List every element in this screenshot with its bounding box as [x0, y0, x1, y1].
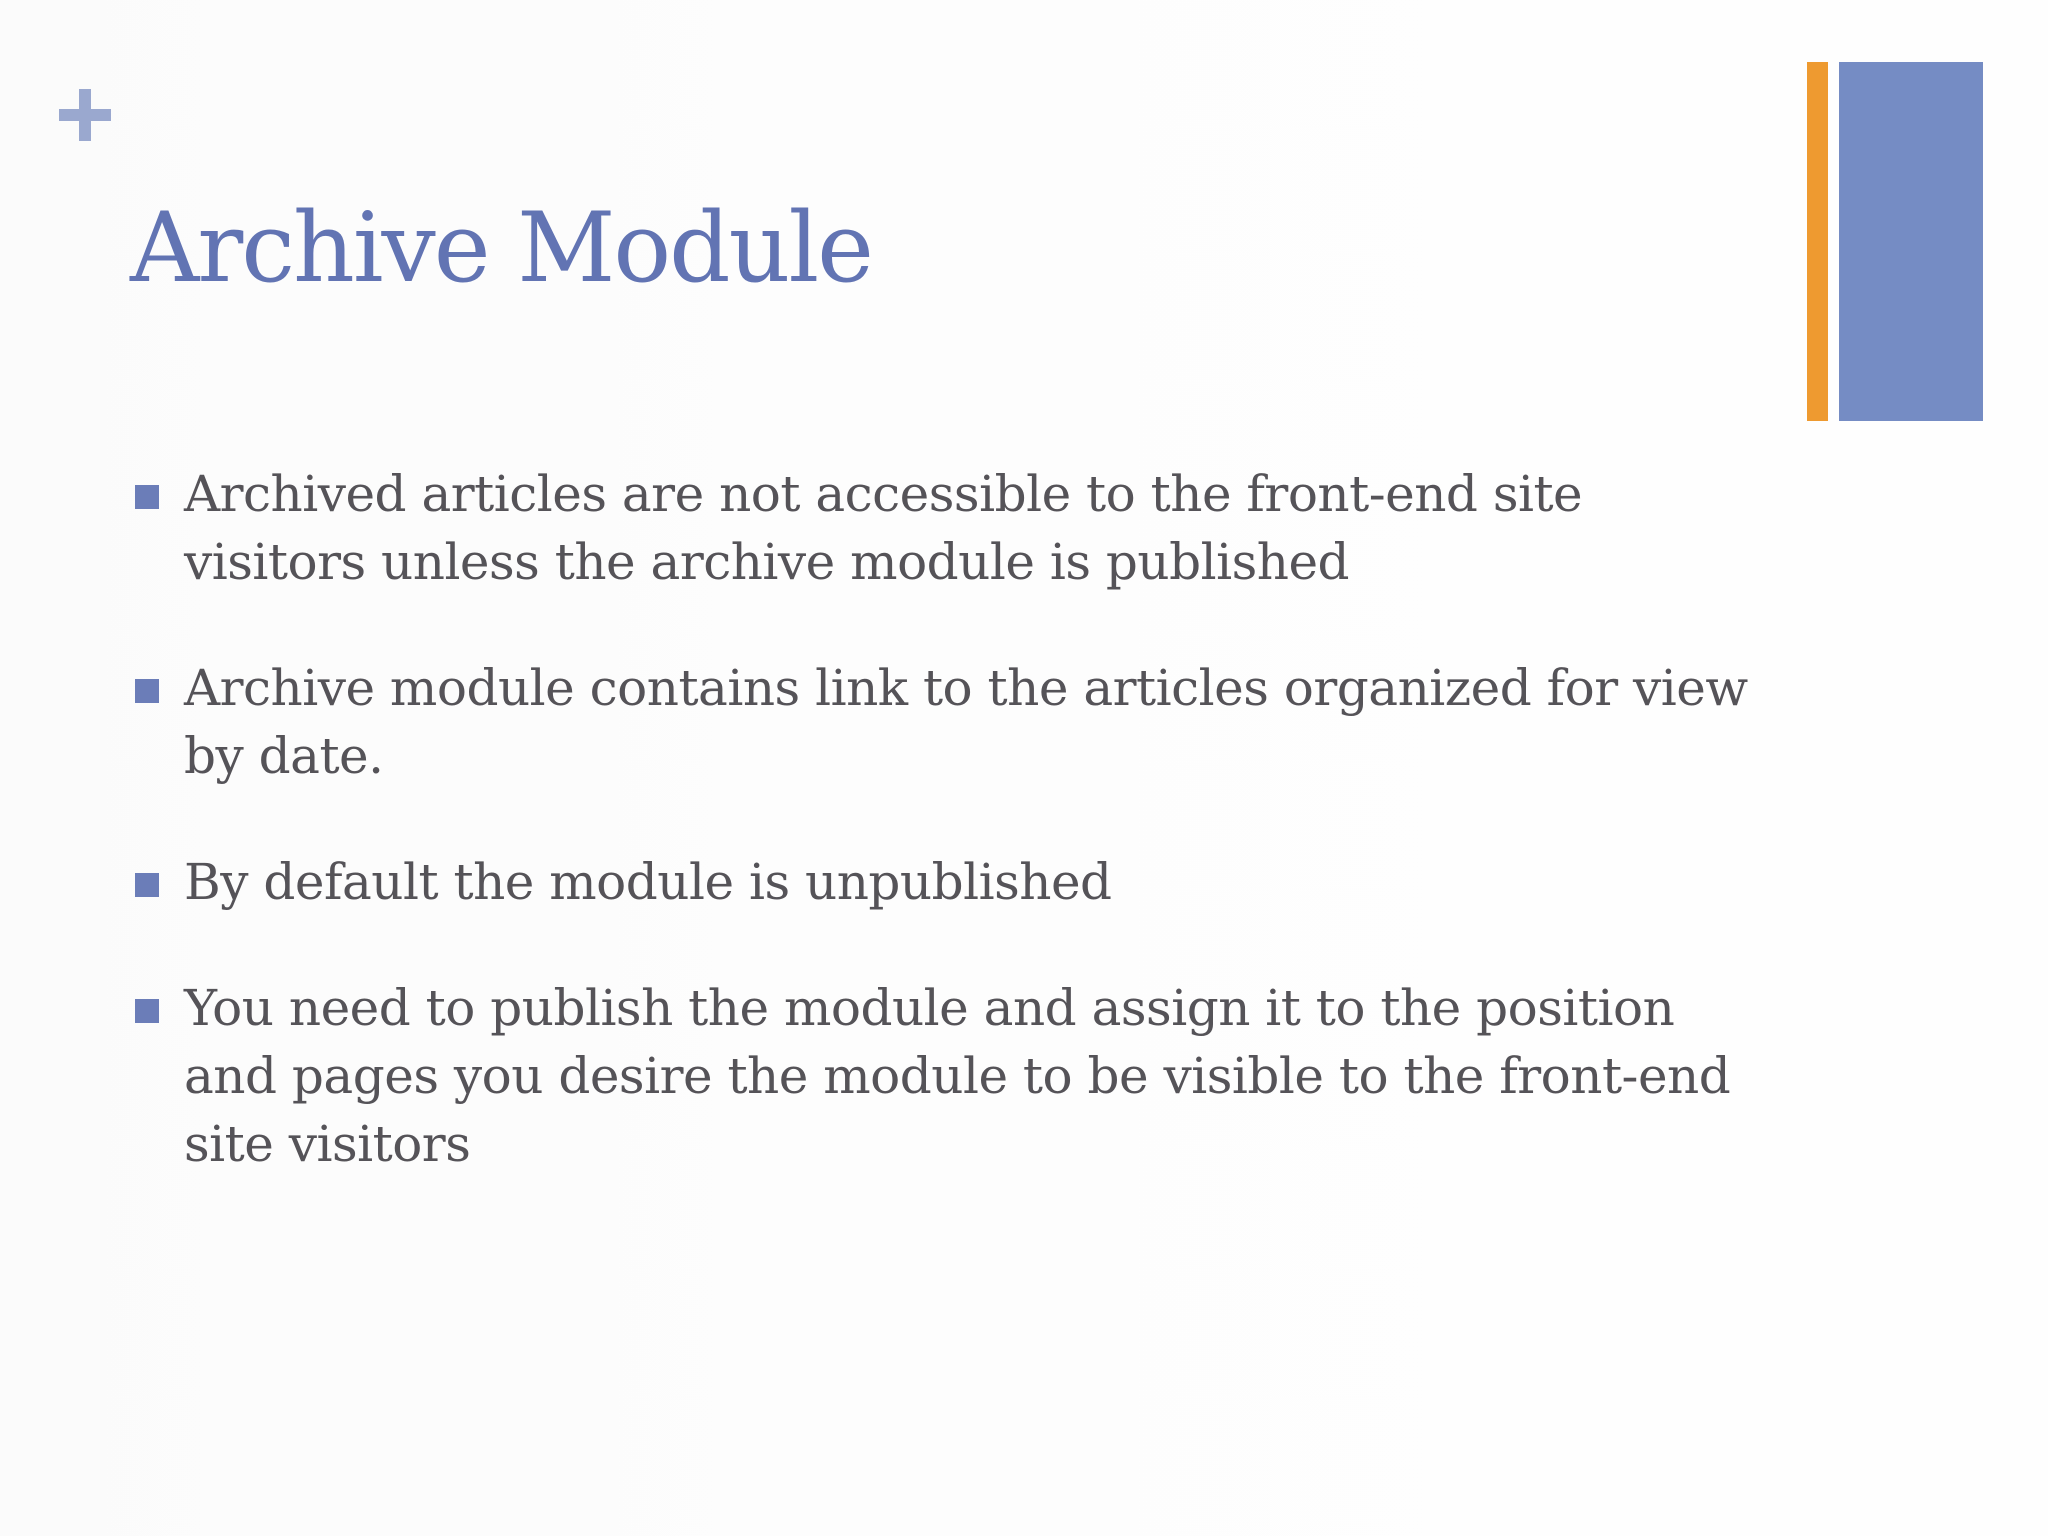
- accent-bar-blue: [1839, 62, 1983, 421]
- slide-title: Archive Module: [130, 192, 872, 305]
- square-bullet-icon: [135, 485, 159, 509]
- bullet-text: You need to publish the module and assign it to the position and pages you desire the module to be visible to the front-end site visitors: [184, 979, 1731, 1173]
- bullet-item: [135, 654, 1755, 790]
- bullet-item: [135, 460, 1755, 596]
- square-bullet-icon: [135, 873, 159, 897]
- bullet-item: [135, 848, 1755, 916]
- bullet-text: Archive module contains link to the articles organized for view by date.: [184, 659, 1748, 785]
- accent-bar-orange: [1807, 62, 1828, 421]
- square-bullet-icon: [135, 679, 159, 703]
- bullet-list: [135, 460, 1755, 1236]
- bullet-text: Archived articles are not accessible to the front-end site visitors unless the archive module is published: [184, 465, 1583, 591]
- square-bullet-icon: [135, 999, 159, 1023]
- plus-icon: [55, 85, 115, 145]
- bullet-text: By default the module is unpublished: [184, 853, 1112, 911]
- bullet-item: [135, 974, 1755, 1178]
